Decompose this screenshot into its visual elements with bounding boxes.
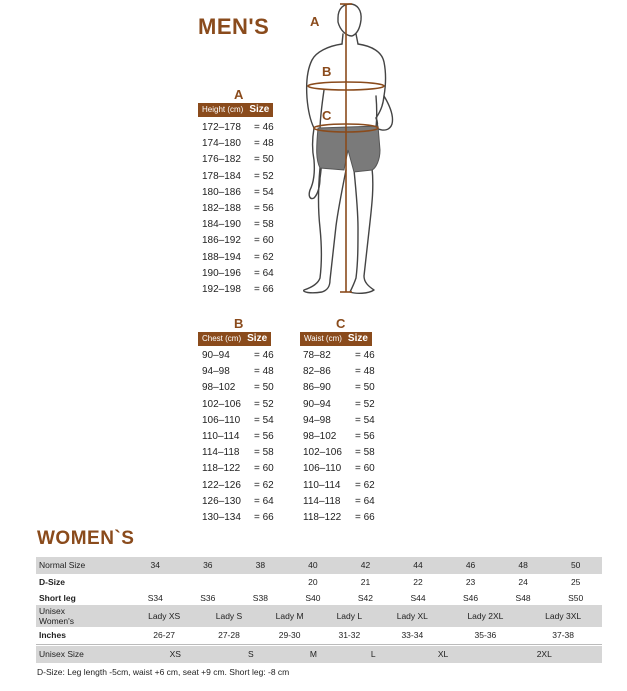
table-row	[202, 348, 282, 364]
row-label-line: Unisex	[39, 606, 65, 616]
table-cell: S36	[182, 590, 235, 607]
range-cell: 174–180	[202, 138, 241, 150]
size-cell: = 54	[355, 414, 375, 426]
table-cell: 38	[234, 557, 287, 574]
table-cell: 21	[360, 576, 371, 587]
range-cell: 192–198	[202, 284, 241, 296]
size-cell: = 62	[355, 479, 375, 491]
table-cell: 36	[182, 557, 235, 574]
figure-letter-b: B	[322, 64, 332, 79]
size-cell: = 64	[254, 495, 274, 507]
table-row	[303, 510, 383, 526]
range-cell: 122–126	[202, 479, 241, 491]
table-cell: 42	[339, 557, 392, 574]
range-cell: 78–82	[303, 350, 331, 361]
womens-unisex-table	[36, 605, 602, 645]
size-cell: = 54	[254, 414, 274, 426]
table-row	[303, 445, 383, 461]
table-cell: 25	[570, 576, 581, 587]
table-cell: 40	[287, 557, 340, 574]
table-cell: S44	[392, 590, 445, 607]
range-cell: 184–190	[202, 219, 241, 231]
range-cell: 186–192	[202, 235, 241, 247]
table-row	[202, 152, 282, 168]
table-cell: 48	[497, 557, 550, 574]
height-table-rows	[202, 120, 282, 298]
size-cell: = 52	[355, 398, 375, 410]
table-cell: 50	[549, 557, 602, 574]
range-cell: 110–114	[303, 479, 341, 491]
table-row	[303, 494, 383, 510]
size-cell: = 66	[355, 512, 375, 524]
table-cell: 2XL	[487, 646, 602, 663]
size-cell: = 46	[355, 350, 375, 361]
table-row	[303, 397, 383, 413]
table-row	[303, 364, 383, 380]
unisex-size-table	[36, 646, 602, 663]
range-cell: 82–86	[303, 366, 331, 378]
table-row	[202, 413, 282, 429]
table-row	[202, 136, 282, 152]
table-row	[202, 478, 282, 494]
table-row	[202, 429, 282, 445]
table-row	[303, 413, 383, 429]
table-row	[202, 169, 282, 185]
range-cell: 182–188	[202, 203, 241, 215]
table-row	[202, 120, 282, 136]
chest-header-label: Chest (cm)	[198, 332, 245, 346]
size-cell: = 52	[254, 170, 274, 182]
chest-header-size: Size	[245, 332, 271, 346]
range-cell: 110–114	[202, 431, 240, 443]
size-cell: = 50	[355, 382, 375, 394]
range-cell: 180–186	[202, 186, 241, 198]
table-cell: Lady L	[321, 605, 378, 627]
body-figure-illustration	[280, 0, 410, 300]
table-row	[202, 185, 282, 201]
table-row	[202, 510, 282, 526]
table-cell: 20	[308, 576, 318, 587]
size-cell: = 46	[254, 122, 274, 133]
table-cell: S40	[287, 590, 340, 607]
table-cell: S34	[129, 590, 182, 607]
range-cell: 106–110	[202, 414, 241, 426]
size-cell: = 48	[355, 366, 375, 378]
table-row	[202, 250, 282, 266]
range-cell: 98–102	[202, 382, 236, 394]
table-row	[202, 233, 282, 249]
table-row	[303, 429, 383, 445]
table-row	[202, 266, 282, 282]
row-label-line: Women's	[39, 616, 75, 626]
table-row	[303, 478, 383, 494]
size-cell: = 48	[254, 366, 274, 378]
size-cell: = 56	[254, 431, 274, 443]
table-cell: 31-32	[321, 627, 378, 644]
range-cell: 102–106	[202, 398, 241, 410]
range-cell: 188–194	[202, 251, 241, 263]
table-row	[202, 461, 282, 477]
height-header-label: Height (cm)	[198, 103, 247, 117]
range-cell: 178–184	[202, 170, 241, 182]
figure-letter-c: C	[322, 108, 332, 123]
table-row	[36, 627, 602, 644]
table-row	[202, 201, 282, 217]
table-row	[303, 348, 383, 364]
womens-title: WOMEN`S	[37, 528, 135, 549]
size-cell: = 58	[254, 219, 274, 231]
table-cell: 46	[444, 557, 497, 574]
size-cell: = 62	[254, 251, 274, 263]
range-cell: 114–118	[303, 495, 341, 507]
row-label: Inches	[36, 627, 129, 644]
range-cell: 118–122	[202, 463, 241, 475]
table-cell	[129, 574, 182, 591]
table-cell: Lady S	[199, 605, 258, 627]
table-cell	[234, 574, 287, 591]
table-row	[303, 461, 383, 477]
table-row	[303, 380, 383, 396]
table-row	[202, 397, 282, 413]
table-cell: Lady XS	[129, 605, 199, 627]
range-cell: 114–118	[202, 447, 240, 459]
chest-table-rows	[202, 348, 282, 526]
size-cell: = 46	[254, 350, 274, 361]
table-cell: 44	[392, 557, 445, 574]
size-cell: = 56	[254, 203, 274, 215]
range-cell: 90–94	[303, 398, 331, 410]
range-cell: 86–90	[303, 382, 331, 394]
table-cell: Lady 2XL	[447, 605, 525, 627]
table-row	[36, 574, 602, 591]
table-row	[202, 494, 282, 510]
size-cell: = 64	[254, 267, 274, 279]
table-row	[202, 217, 282, 233]
table-cell: L	[347, 646, 400, 663]
table-cell: Lady 3XL	[524, 605, 602, 627]
size-cell: = 58	[254, 447, 274, 459]
waist-header-size: Size	[346, 332, 372, 346]
table-cell: S38	[234, 590, 287, 607]
chest-table-letter: B	[234, 316, 244, 331]
table-cell: 23	[465, 576, 476, 587]
table-row	[202, 380, 282, 396]
table-cell: 26-27	[129, 627, 199, 644]
table-cell: 22	[413, 576, 423, 587]
table-row	[202, 445, 282, 461]
table-cell: S48	[497, 590, 550, 607]
table-cell: XL	[400, 646, 487, 663]
row-label: Normal Size	[36, 557, 129, 574]
size-cell: = 66	[254, 284, 274, 296]
size-cell: = 66	[254, 512, 274, 524]
size-cell: = 50	[254, 382, 274, 394]
table-cell: 33-34	[378, 627, 447, 644]
table-cell	[182, 574, 235, 591]
table-cell: M	[280, 646, 347, 663]
range-cell: 106–110	[303, 463, 342, 475]
range-cell: 126–130	[202, 495, 241, 507]
row-label: D-Size	[39, 576, 65, 587]
size-cell: = 62	[254, 479, 274, 491]
range-cell: 172–178	[202, 122, 241, 133]
range-cell: 190–196	[202, 267, 241, 279]
range-cell: 98–102	[303, 431, 337, 443]
size-cell: = 48	[254, 138, 274, 150]
size-cell: = 58	[355, 447, 375, 459]
figure-letter-a: A	[310, 14, 320, 29]
waist-header-label: Waist (cm)	[300, 332, 346, 346]
height-header-size: Size	[247, 103, 273, 117]
size-cell: = 54	[254, 186, 274, 198]
range-cell: 102–106	[303, 447, 342, 459]
table-row	[36, 646, 602, 663]
table-cell: S	[222, 646, 280, 663]
range-cell: 94–98	[303, 414, 331, 426]
table-cell: XS	[129, 646, 222, 663]
table-cell: 34	[129, 557, 182, 574]
range-cell: 118–122	[303, 512, 342, 524]
table-cell: Lady M	[259, 605, 321, 627]
size-cell: = 60	[254, 235, 274, 247]
size-cell: = 50	[254, 154, 274, 166]
table-cell: S42	[339, 590, 392, 607]
range-cell: 130–134	[202, 512, 241, 524]
range-cell: 94–98	[202, 366, 230, 378]
table-cell: 27-28	[199, 627, 258, 644]
size-cell: = 56	[355, 431, 375, 443]
table-cell: S46	[444, 590, 497, 607]
table-row	[202, 282, 282, 298]
table-cell: 29-30	[259, 627, 321, 644]
waist-table-header	[300, 332, 372, 346]
table-cell: 35-36	[447, 627, 525, 644]
table-row	[202, 364, 282, 380]
height-table-letter: A	[234, 87, 244, 102]
range-cell: 176–182	[202, 154, 241, 166]
dsize-footnote: D-Size: Leg length -5cm, waist +6 cm, seat +9 cm. Short leg: -8 cm	[37, 667, 290, 677]
size-cell: = 52	[254, 398, 274, 410]
womens-size-table	[36, 557, 602, 608]
table-cell: S50	[549, 590, 602, 607]
table-cell: 37-38	[524, 627, 602, 644]
size-cell: = 64	[355, 495, 375, 507]
waist-table-letter: C	[336, 316, 346, 331]
row-label: Unisex Size	[36, 646, 129, 663]
mens-title: MEN'S	[198, 14, 270, 39]
height-table-header	[198, 103, 273, 117]
table-cell: 24	[518, 576, 528, 587]
table-cell: Lady XL	[378, 605, 447, 627]
waist-table-rows	[303, 348, 383, 526]
size-cell: = 60	[355, 463, 375, 475]
chest-table-header	[198, 332, 271, 346]
row-label: Short leg	[36, 590, 129, 607]
table-row	[36, 605, 602, 627]
range-cell: 90–94	[202, 350, 230, 361]
table-row	[36, 557, 602, 574]
row-label	[36, 605, 129, 627]
size-cell: = 60	[254, 463, 274, 475]
